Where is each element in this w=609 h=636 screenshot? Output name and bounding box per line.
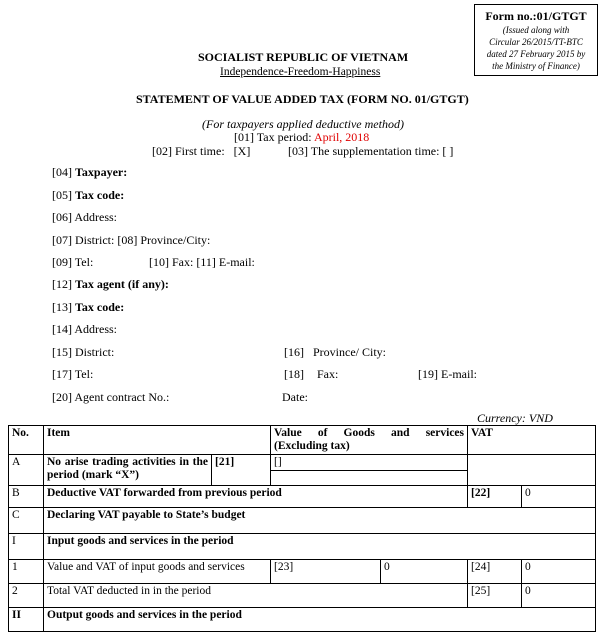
currency-note: Currency: VND — [477, 411, 553, 425]
row-no: C — [9, 508, 44, 534]
row-vat-value[interactable]: 0 — [522, 584, 596, 608]
supplement-code: [03] — [288, 144, 308, 158]
tax-agent-label: Tax agent (if any): — [75, 277, 169, 291]
row-vat-value[interactable]: 0 — [522, 486, 596, 508]
agent-province-label: Province/ City: — [313, 345, 386, 359]
agent-tax-code-label: Tax code: — [75, 300, 125, 314]
row-a-value-cell — [271, 455, 468, 486]
agent-contract-row — [52, 390, 169, 405]
row-no: 2 — [9, 584, 44, 608]
taxpayer-row — [52, 165, 127, 180]
field-07-code: [07] — [52, 233, 72, 247]
tax-period-code: [01] — [234, 130, 254, 144]
row-no: II — [9, 608, 44, 632]
tel-row — [52, 255, 93, 270]
field-09-code: [09] — [52, 255, 72, 269]
field-08-code: [08] — [117, 233, 138, 247]
tax-agent-row — [52, 277, 169, 292]
field-16-code: [16] — [284, 345, 304, 359]
tax-code-label: Tax code: — [75, 188, 125, 202]
agent-tax-code-row — [52, 300, 124, 315]
table-row — [9, 534, 596, 560]
agent-contract-label: Agent contract No.: — [74, 390, 170, 404]
table-row — [9, 584, 596, 608]
table-row — [9, 455, 596, 486]
first-time-row — [152, 144, 250, 159]
tax-period-value: April, 2018 — [313, 130, 370, 144]
row-vat-code: [22] — [468, 486, 522, 508]
field-19-code: [19] — [418, 367, 438, 381]
field-10-code: [10] — [149, 255, 169, 269]
field-14-code: [14] — [52, 322, 72, 336]
date-label: Date: — [282, 390, 308, 404]
field-11-code: [11] — [196, 255, 216, 269]
table-row — [9, 608, 596, 632]
row-item: Output goods and services in the period — [44, 608, 596, 632]
tax-period-label: Tax period: — [256, 130, 312, 144]
agent-tel-row — [52, 367, 93, 382]
field-12-code: [12] — [52, 277, 72, 291]
page-title: STATEMENT OF VALUE ADDED TAX (FORM NO. 01/GTGT) — [136, 92, 469, 106]
email-label: E-mail: — [218, 255, 255, 269]
form-issue-note-3: dated 27 February 2015 by — [486, 49, 586, 59]
district-label: District: — [75, 233, 115, 247]
agent-address-label: Address: — [74, 322, 118, 336]
agent-fax-row — [284, 367, 338, 382]
first-time-code: [02] — [152, 144, 172, 158]
supplement-label[interactable]: The supplementation time: [ ] — [310, 144, 454, 158]
form-issue-note-2: Circular 26/2015/TT-BTC — [489, 37, 583, 47]
row-no: I — [9, 534, 44, 560]
fax-label: Fax: — [172, 255, 194, 269]
agent-address-row — [52, 322, 117, 337]
field-15-code: [15] — [52, 345, 72, 359]
row-vat-code: [25] — [468, 584, 522, 608]
agent-tel-label: Tel: — [74, 367, 94, 381]
tax-period-row — [234, 130, 369, 145]
row-vat-value[interactable]: 0 — [522, 560, 596, 584]
field-13-code: [13] — [52, 300, 72, 314]
field-05-code: [05] — [52, 188, 72, 202]
row-vat-code: [24] — [468, 560, 522, 584]
row-value-value[interactable]: 0 — [381, 560, 468, 584]
row-item: Input goods and services in the period — [44, 534, 596, 560]
agent-email-label: E-mail: — [441, 367, 477, 381]
first-time-label: First time: — [175, 144, 225, 158]
field-04-code: [04] — [52, 165, 72, 179]
taxpayer-label: Taxpayer: — [75, 165, 128, 179]
header-value: Value of Goods and services (Excluding tax) — [271, 426, 468, 455]
row-item: Deductive VAT forwarded from previous period — [44, 486, 468, 508]
field-17-code: [17] — [52, 367, 72, 381]
address-label: Address: — [74, 210, 118, 224]
form-issue-note-1: (Issued along with — [502, 25, 570, 35]
tel-label: Tel: — [74, 255, 94, 269]
first-time-checkbox[interactable]: [X] — [233, 144, 251, 158]
row-item — [44, 455, 271, 486]
agent-fax-label: Fax: — [317, 367, 339, 381]
form-number: Form no.:01/GTGT — [485, 9, 587, 23]
row-a-checkbox[interactable]: [] — [271, 455, 467, 471]
header-no: No. — [9, 426, 44, 455]
row-a-vat-cell — [468, 455, 596, 486]
district-province-row — [52, 233, 210, 248]
agent-district-label: District: — [75, 345, 115, 359]
address-row — [52, 210, 117, 225]
row-a-code: [21] — [211, 455, 270, 485]
tax-code-row — [52, 188, 124, 203]
table-row — [9, 508, 596, 534]
form-issue-note-4: the Ministry of Finance) — [492, 61, 580, 71]
country-name: SOCIALIST REPUBLIC OF VIETNAM — [198, 50, 409, 64]
agent-province-row — [284, 345, 386, 360]
row-a-label: No arise trading activities in the period (mark “X”) — [47, 456, 208, 481]
row-item: Declaring VAT payable to State’s budget — [44, 508, 596, 534]
vat-table — [8, 425, 596, 632]
field-20-code: [20] — [52, 390, 72, 404]
row-item: Total VAT deducted in in the period — [44, 584, 468, 608]
row-value-code: [23] — [271, 560, 381, 584]
header-vat: VAT — [468, 426, 596, 455]
row-no: 1 — [9, 560, 44, 584]
row-no: B — [9, 486, 44, 508]
national-motto: Independence-Freedom-Happiness — [220, 66, 381, 78]
row-no: A — [9, 455, 44, 486]
table-row — [9, 486, 596, 508]
fax-email-row — [149, 255, 255, 270]
method-note: (For taxpayers applied deductive method) — [202, 117, 404, 131]
field-18-code: [18] — [284, 367, 304, 381]
field-06-code: [06] — [52, 210, 72, 224]
agent-district-row — [52, 345, 114, 360]
province-label: Province/City: — [140, 233, 211, 247]
agent-email-row — [418, 367, 477, 382]
form-number-box — [474, 4, 598, 76]
table-row — [9, 560, 596, 584]
row-item: Value and VAT of input goods and services — [44, 560, 271, 584]
supplement-row — [288, 144, 453, 159]
table-header-row — [9, 426, 596, 455]
header-item: Item — [44, 426, 271, 455]
